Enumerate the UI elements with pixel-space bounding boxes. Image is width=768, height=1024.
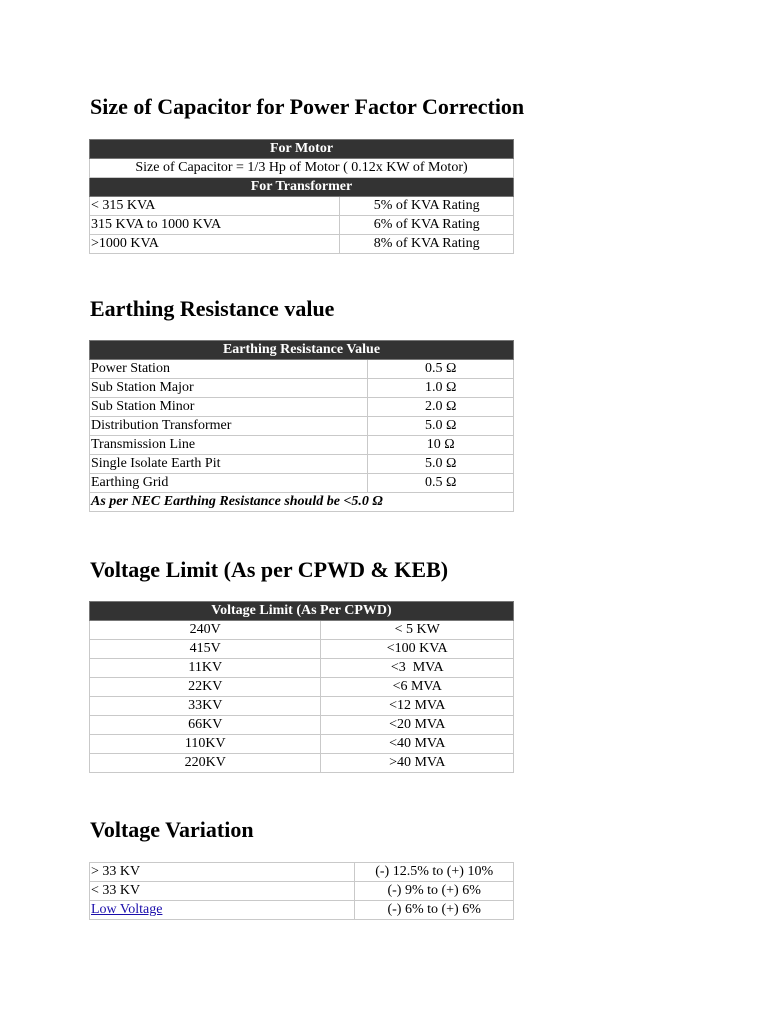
table-row [90, 697, 514, 716]
table-row [90, 716, 514, 735]
voltage-variation-section-title: Voltage Variation [90, 817, 254, 842]
rating-range: >1000 KVA [90, 235, 340, 254]
table-row [90, 216, 514, 235]
voltage: 66KV [90, 716, 321, 735]
voltage: 415V [90, 640, 321, 659]
voltage: 33KV [90, 697, 321, 716]
table-row [90, 735, 514, 754]
resistance-value: 1.0 Ω [368, 379, 514, 398]
table-row [90, 197, 514, 216]
voltage-level: > 33 KV [90, 863, 355, 882]
variation-range: (-) 12.5% to (+) 10% [355, 863, 514, 882]
earthing-header: Earthing Resistance Value [90, 341, 514, 360]
location: Sub Station Major [90, 379, 368, 398]
location: Sub Station Minor [90, 398, 368, 417]
resistance-value: 10 Ω [368, 436, 514, 455]
motor-formula: Size of Capacitor = 1/3 Hp of Motor ( 0.12x KW of Motor) [90, 159, 514, 178]
voltage-variation-table [89, 862, 514, 920]
table-row [90, 901, 514, 920]
table-row [90, 417, 514, 436]
load-limit: <40 MVA [321, 735, 514, 754]
table-row [90, 659, 514, 678]
earthing-section-title: Earthing Resistance value [90, 296, 335, 321]
voltage: 11KV [90, 659, 321, 678]
table-row [90, 379, 514, 398]
resistance-value: 0.5 Ω [368, 474, 514, 493]
load-limit: <100 KVA [321, 640, 514, 659]
load-limit: < 5 KW [321, 621, 514, 640]
resistance-value: 5.0 Ω [368, 455, 514, 474]
capacitor-table [89, 139, 514, 254]
motor-header: For Motor [90, 140, 514, 159]
transformer-header: For Transformer [90, 178, 514, 197]
voltage: 240V [90, 621, 321, 640]
location: Distribution Transformer [90, 417, 368, 436]
table-row [90, 621, 514, 640]
table-row [90, 640, 514, 659]
capacitor-size: 5% of KVA Rating [340, 197, 514, 216]
rating-range: 315 KVA to 1000 KVA [90, 216, 340, 235]
low-voltage-link[interactable]: Low Voltage [91, 902, 163, 917]
table-row [90, 398, 514, 417]
earthing-table [89, 340, 514, 512]
table-row [90, 474, 514, 493]
table-row [90, 863, 514, 882]
rating-range: < 315 KVA [90, 197, 340, 216]
voltage: 220KV [90, 754, 321, 773]
voltage-limit-section-title: Voltage Limit (As per CPWD & KEB) [90, 557, 449, 582]
resistance-value: 5.0 Ω [368, 417, 514, 436]
table-row [90, 754, 514, 773]
load-limit: <6 MVA [321, 678, 514, 697]
capacitor-size: 6% of KVA Rating [340, 216, 514, 235]
load-limit: <3 MVA [321, 659, 514, 678]
table-row [90, 882, 514, 901]
location: Single Isolate Earth Pit [90, 455, 368, 474]
load-limit: <12 MVA [321, 697, 514, 716]
earthing-note: As per NEC Earthing Resistance should be <5.0 Ω [90, 493, 514, 512]
variation-range: (-) 9% to (+) 6% [355, 882, 514, 901]
capacitor-size: 8% of KVA Rating [340, 235, 514, 254]
resistance-value: 2.0 Ω [368, 398, 514, 417]
voltage-limit-table [89, 601, 514, 773]
load-limit: >40 MVA [321, 754, 514, 773]
resistance-value: 0.5 Ω [368, 360, 514, 379]
location: Transmission Line [90, 436, 368, 455]
location: Earthing Grid [90, 474, 368, 493]
load-limit: <20 MVA [321, 716, 514, 735]
table-row [90, 360, 514, 379]
table-row [90, 235, 514, 254]
table-row [90, 455, 514, 474]
voltage: 110KV [90, 735, 321, 754]
table-row [90, 436, 514, 455]
voltage: 22KV [90, 678, 321, 697]
voltage-level [90, 901, 355, 920]
voltage-limit-header: Voltage Limit (As Per CPWD) [90, 602, 514, 621]
location: Power Station [90, 360, 368, 379]
voltage-level: < 33 KV [90, 882, 355, 901]
capacitor-section-title: Size of Capacitor for Power Factor Correction [90, 94, 525, 119]
variation-range: (-) 6% to (+) 6% [355, 901, 514, 920]
table-row [90, 678, 514, 697]
